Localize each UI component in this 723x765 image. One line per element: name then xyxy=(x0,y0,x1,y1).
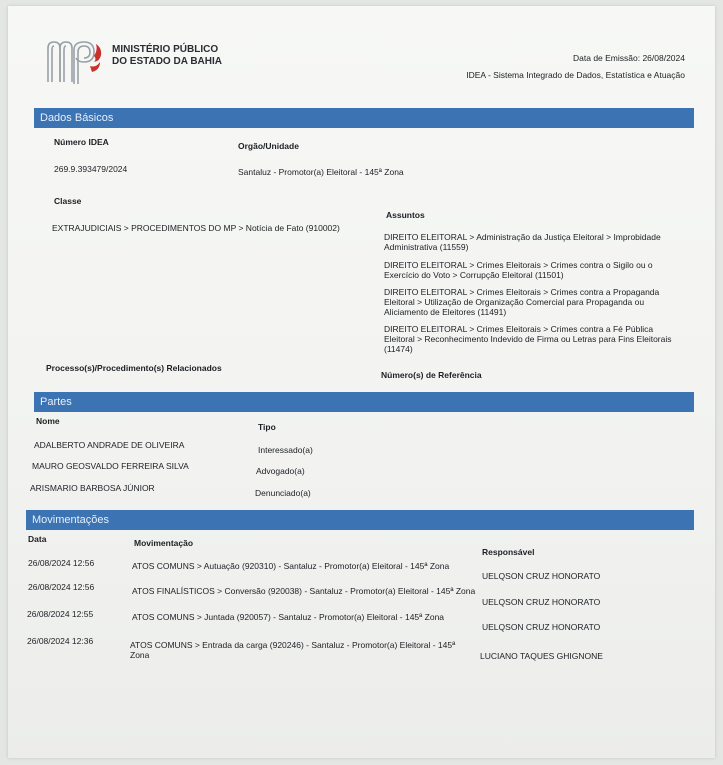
orgao-value: Santaluz - Promotor(a) Eleitoral - 145ª Zona xyxy=(238,167,404,177)
mov-data: 26/08/2024 12:56 xyxy=(28,558,95,568)
org-name-line2: DO ESTADO DA BAHIA xyxy=(112,56,222,67)
parte-nome: ARISMARIO BARBOSA JÚNIOR xyxy=(30,483,155,493)
processos-label: Processo(s)/Procedimento(s) Relacionados xyxy=(46,363,222,373)
parte-tipo: Interessado(a) xyxy=(258,445,313,455)
mov-data: 26/08/2024 12:55 xyxy=(27,609,94,619)
mov-responsavel: LUCIANO TAQUES GHIGNONE xyxy=(480,651,603,661)
col-header-tipo: Tipo xyxy=(258,422,276,432)
assunto-item: DIREITO ELEITORAL > Crimes Eleitorais > Crimes contra o Sigilo ou o Exercício do Voto > Corrupção Eleitoral (11501) xyxy=(384,260,653,280)
mp-logo-icon xyxy=(44,36,108,86)
org-name-line1: MINISTÉRIO PÚBLICO xyxy=(112,44,219,55)
parte-tipo: Denunciado(a) xyxy=(255,488,311,498)
mov-descricao: ATOS COMUNS > Autuação (920310) - Santaluz - Promotor(a) Eleitoral - 145ª Zona xyxy=(132,561,450,571)
parte-nome: MAURO GEOSVALDO FERREIRA SILVA xyxy=(32,461,189,471)
mov-responsavel: UELQSON CRUZ HONORATO xyxy=(482,571,601,581)
section-bar-dados-basicos: Dados Básicos xyxy=(34,108,694,128)
mov-descricao: ATOS FINALÍSTICOS > Conversão (920038) - Santaluz - Promotor(a) Eleitoral - 145ª Zona xyxy=(132,586,476,596)
assuntos-label: Assuntos xyxy=(386,210,425,220)
parte-tipo: Advogado(a) xyxy=(256,466,305,476)
col-header-movimentacao: Movimentação xyxy=(134,538,194,548)
col-header-nome: Nome xyxy=(36,416,60,426)
orgao-label: Orgão/Unidade xyxy=(238,141,299,151)
section-bar-partes: Partes xyxy=(34,392,694,412)
classe-value: EXTRAJUDICIAIS > PROCEDIMENTOS DO MP > Notícia de Fato (910002) xyxy=(52,223,340,233)
mov-responsavel: UELQSON CRUZ HONORATO xyxy=(482,622,601,632)
mov-descricao: ATOS COMUNS > Juntada (920057) - Santaluz - Promotor(a) Eleitoral - 145ª Zona xyxy=(132,612,445,622)
assunto-item: DIREITO ELEITORAL > Crimes Eleitorais > Crimes contra a Propaganda Eleitoral > Utilização de Organização Comercial para Propaganda ou Aliciamento de Eleitores (11491) xyxy=(384,287,660,317)
section-bar-movimentacoes: Movimentações xyxy=(26,510,694,530)
mov-data: 26/08/2024 12:56 xyxy=(28,582,95,592)
assunto-item: DIREITO ELEITORAL > Crimes Eleitorais > Crimes contra a Fé Pública Eleitoral > Reconhecimento Indevido de Firma ou Letras para Fins Eleitorais (11474) xyxy=(384,324,672,354)
mov-data: 26/08/2024 12:36 xyxy=(27,636,94,646)
numero-idea-value: 269.9.393479/2024 xyxy=(54,164,128,174)
mov-responsavel: UELQSON CRUZ HONORATO xyxy=(482,597,601,607)
col-header-responsavel: Responsável xyxy=(482,547,535,557)
referencia-label: Número(s) de Referência xyxy=(381,370,482,380)
parte-nome: ADALBERTO ANDRADE DE OLIVEIRA xyxy=(34,440,185,450)
assunto-item: DIREITO ELEITORAL > Administração da Justiça Eleitoral > Improbidade Administrativa (11559) xyxy=(384,232,661,252)
system-name: IDEA - Sistema Integrado de Dados, Estatística e Atuação xyxy=(466,70,685,80)
document-page xyxy=(8,6,715,758)
mov-descricao: ATOS COMUNS > Entrada da carga (920246) - Santaluz - Promotor(a) Eleitoral - 145ª Zona xyxy=(130,640,456,660)
col-header-data: Data xyxy=(28,534,47,544)
emission-date: Data de Emissão: 26/08/2024 xyxy=(573,53,685,63)
numero-idea-label: Número IDEA xyxy=(54,137,109,147)
classe-label: Classe xyxy=(54,196,82,206)
